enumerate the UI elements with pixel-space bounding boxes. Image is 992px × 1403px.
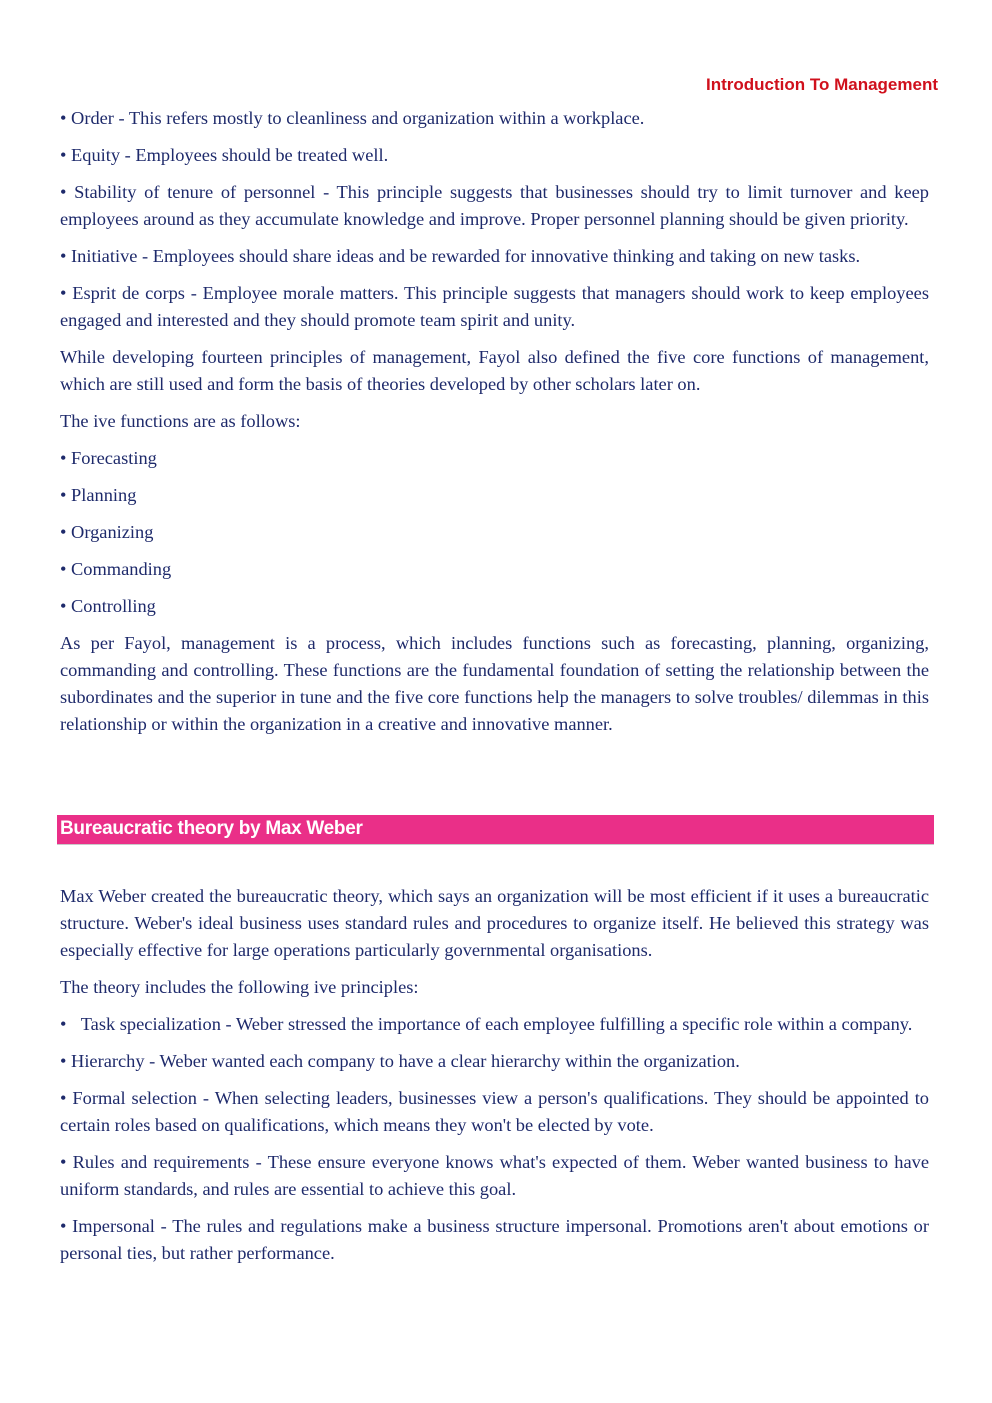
section-fayol-body	[60, 105, 929, 748]
section-heading: Bureaucratic theory by Max Weber	[60, 818, 363, 839]
function-organizing: • Organizing	[60, 522, 154, 542]
weber-intro: Max Weber created the bureaucratic theory, which says an organization will be most efficient if it uses a bureaucratic structure. Weber's ideal business uses standard rules and procedures to organize itself. He believed this strategy was especially effective for large operations particularly governmental organisations.	[60, 886, 929, 960]
principle-stability-of-tenure: • Stability of tenure of personnel - This principle suggests that businesses should try to limit turnover and keep employees around as they accumulate knowledge and improve. Proper personnel planning should be given priority.	[60, 182, 929, 229]
weber-rules-requirements: • Rules and requirements - These ensure everyone knows what's expected of them. Weber wanted business to have uniform standards, and rules are essential to achieve this goal.	[60, 1152, 929, 1199]
principle-order: • Order - This refers mostly to cleanliness and organization within a workplace.	[60, 108, 645, 128]
principle-equity: • Equity - Employees should be treated well.	[60, 145, 389, 165]
function-planning: • Planning	[60, 485, 137, 505]
section-weber-body	[60, 883, 929, 1277]
weber-hierarchy: • Hierarchy - Weber wanted each company to have a clear hierarchy within the organization.	[60, 1051, 740, 1071]
fayol-summary: As per Fayol, management is a process, which includes functions such as forecasting, planning, organizing, commanding and controlling. These functions are the fundamental foundation of setting the relationship between the subordinates and the superior in tune and the five core functions help the managers to solve troubles/ dilemmas in this relationship or within the organization in a creative and innovative manner.	[60, 633, 929, 734]
five-functions-intro: While developing fourteen principles of management, Fayol also defined the five core functions of management, which are still used and form the basis of theories developed by other scholars later on.	[60, 347, 929, 394]
principle-initiative: • Initiative - Employees should share ideas and be rewarded for innovative thinking and taking on new tasks.	[60, 246, 861, 266]
running-header: Introduction To Management	[705, 75, 938, 94]
bullet: •	[60, 1014, 67, 1034]
function-controlling: • Controlling	[60, 596, 156, 616]
function-commanding: • Commanding	[60, 559, 172, 579]
section-heading-bar	[57, 815, 934, 845]
weber-task-specialization-text: Task specialization - Weber stressed the importance of each employee fulfilling a specific role within a company.	[80, 1014, 913, 1034]
five-functions-lead: The ive functions are as follows:	[60, 411, 301, 431]
function-forecasting: • Forecasting	[60, 448, 157, 468]
weber-task-specialization	[60, 1011, 929, 1038]
weber-formal-selection: • Formal selection - When selecting leaders, businesses view a person's qualifications. They should be appointed to certain roles based on qualifications, which means they won't be elected by vote.	[60, 1088, 929, 1135]
weber-principles-lead: The theory includes the following ive principles:	[60, 977, 419, 997]
principle-esprit-de-corps: • Esprit de corps - Employee morale matters. This principle suggests that managers should work to keep employees engaged and interested and they should promote team spirit and unity.	[60, 283, 929, 330]
weber-impersonal: • Impersonal - The rules and regulations make a business structure impersonal. Promotions aren't about emotions or personal ties, but rather performance.	[60, 1216, 929, 1263]
